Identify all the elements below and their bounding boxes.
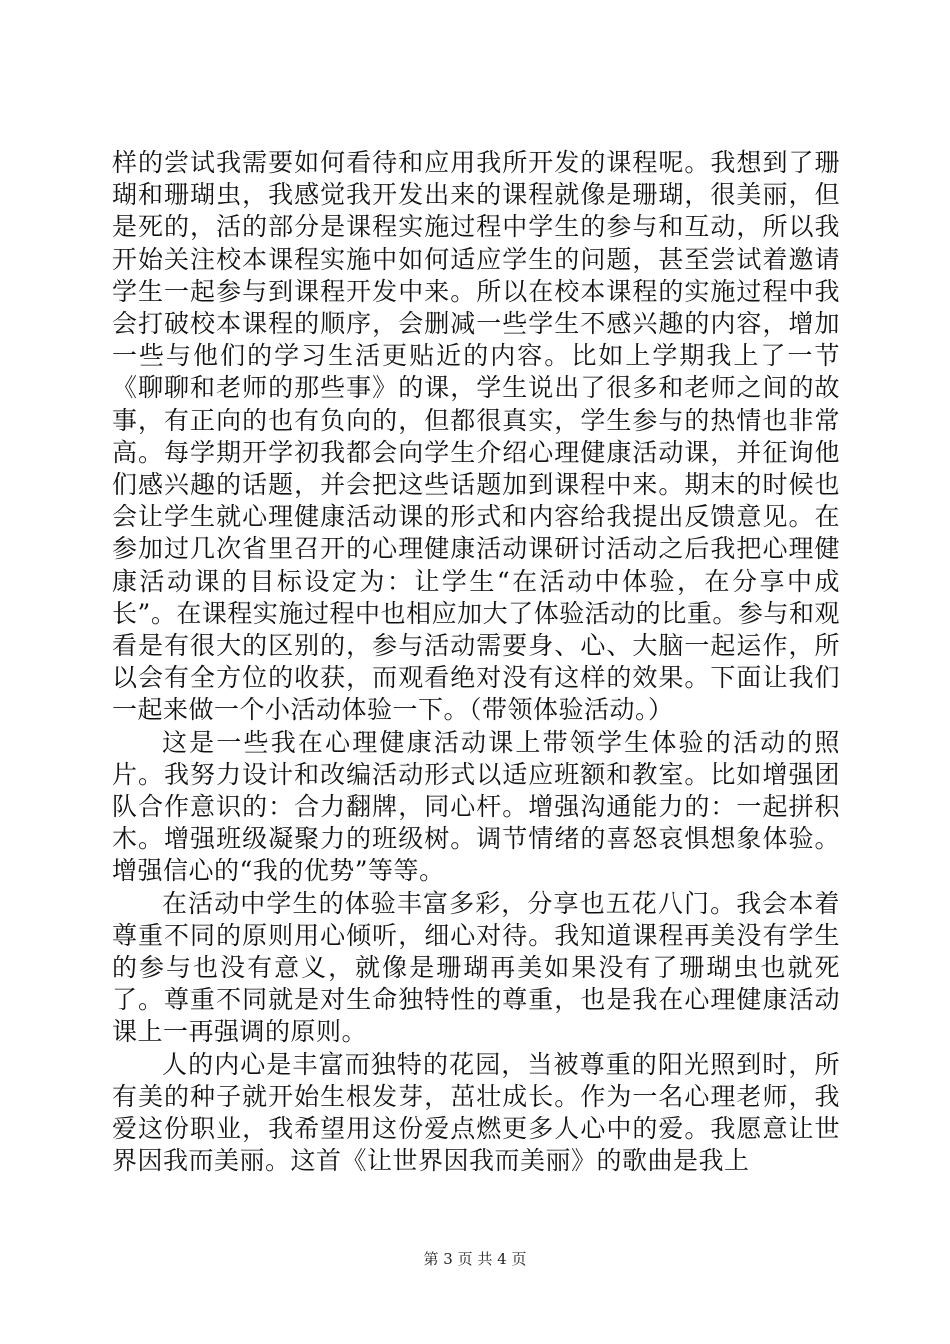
paragraph-4: 人的内心是丰富而独特的花园，当被尊重的阳光照到时，所有美的种子就开始生根发芽，茁壮成长。作为一名心理老师，我爱这份职业，我希望用这份爱点燃更多人心中的爱。我愿意让世界因我而美丽。这首《让世界因我而美丽》的歌曲是我上 [112, 1049, 840, 1176]
paragraph-1: 样的尝试我需要如何看待和应用我所开发的课程呢。我想到了珊瑚和珊瑚虫，我感觉我开发出来的课程就像是珊瑚，很美丽，但是死的，活的部分是课程实施过程中学生的参与和互动，所以我开始关注校本课程实施中如何适应学生的问题，甚至尝试着邀请学生一起参与到课程开发中来。所以在校本课程的实施过程中我会打破校本课程的顺序，会删减一些学生不感兴趣的内容，增加一些与他们的学习生活更贴近的内容。比如上学期我上了一节《聊聊和老师的那些事》的课，学生说出了很多和老师之间的故事，有正向的也有负向的，但都很真实，学生参与的热情也非常高。每学期开学初我都会向学生介绍心理健康活动课，并征询他们感兴趣的话题，并会把这些话题加到课程中来。期末的时候也会让学生就心理健康活动课的形式和内容给我提出反馈意见。在参加过几次省里召开的心理健康活动课研讨活动之后我把心理健康活动课的目标设定为：让学生“在活动中体验，在分享中成长”。在课程实施过程中也相应加大了体验活动的比重。参与和观看是有很大的区别的，参与活动需要身、心、大脑一起运作，所以会有全方位的收获，而观看绝对没有这样的效果。下面让我们一起来做一个小活动体验一下。（带领体验活动。） [112, 148, 840, 725]
paragraph-2: 这是一些我在心理健康活动课上带领学生体验的活动的照片。我努力设计和改编活动形式以适应班额和教室。比如增强团队合作意识的：合力翻牌，同心杆。增强沟通能力的：一起拼积木。增强班级凝聚力的班级树。调节情绪的喜怒哀惧想象体验。增强信心的“我的优势”等等。 [112, 727, 840, 886]
paragraph-3: 在活动中学生的体验丰富多彩，分享也五花八门。我会本着尊重不同的原则用心倾听，细心对待。我知道课程再美没有学生的参与也没有意义，就像是珊瑚再美如果没有了珊瑚虫也就死了。尊重不同就是对生命独特性的尊重，也是我在心理健康活动课上一再强调的原则。 [112, 888, 840, 1047]
page-footer: 第 3 页 共 4 页 [423, 1250, 527, 1268]
document-body [112, 147, 840, 1178]
